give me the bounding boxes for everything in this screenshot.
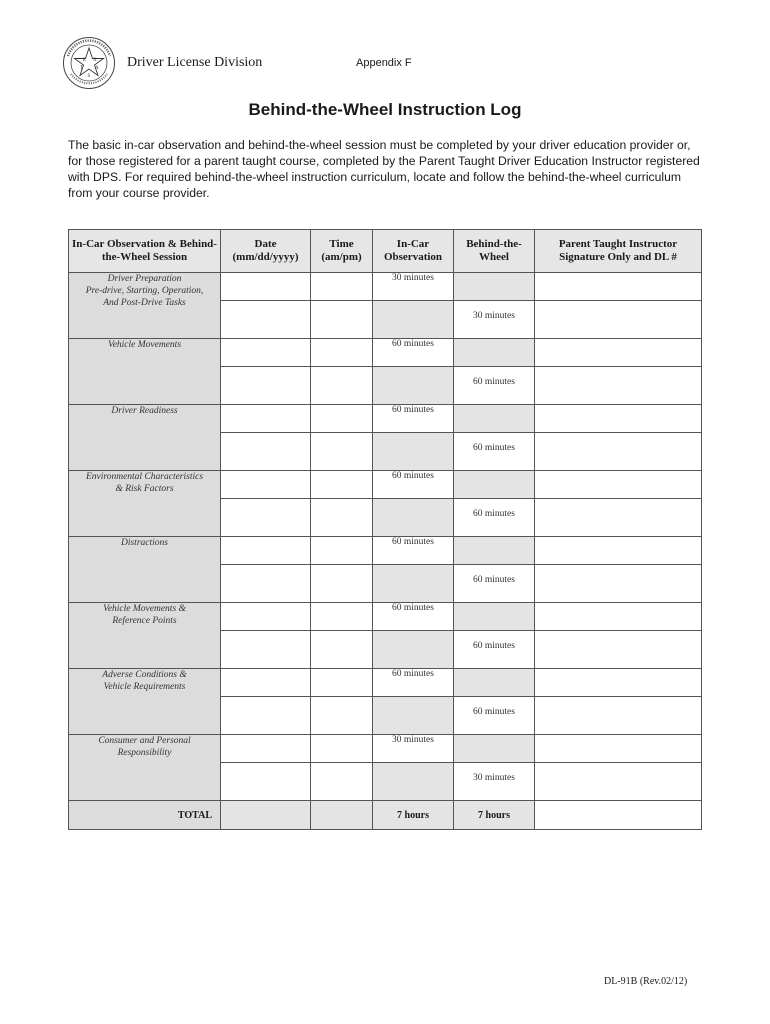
time-input-cell[interactable] <box>311 631 373 669</box>
session-name-line: And Post-Drive Tasks <box>103 298 186 308</box>
session-name <box>69 273 221 339</box>
behind-wheel-empty-cell <box>454 669 535 697</box>
session-name-line: Pre-drive, Starting, Operation, <box>85 286 204 296</box>
observation-empty-cell <box>373 631 454 669</box>
signature-input-cell[interactable] <box>535 631 702 669</box>
behind-wheel-duration <box>454 565 535 603</box>
time-input-cell[interactable] <box>311 735 373 763</box>
time-input-cell[interactable] <box>311 565 373 603</box>
behind-wheel-empty-cell <box>454 405 535 433</box>
date-input-cell[interactable] <box>221 631 311 669</box>
observation-duration <box>373 735 454 763</box>
observation-duration <box>373 273 454 301</box>
session-name-line: Distractions <box>121 538 168 548</box>
appendix-label: Appendix F <box>356 57 412 69</box>
total-observation <box>373 801 454 830</box>
time-input-cell[interactable] <box>311 405 373 433</box>
time-input-cell[interactable] <box>311 433 373 471</box>
total-behind-wheel <box>454 801 535 830</box>
date-input-cell[interactable] <box>221 697 311 735</box>
observation-duration <box>373 339 454 367</box>
form-number: DL-91B (Rev.02/12) <box>604 976 688 987</box>
signature-input-cell[interactable] <box>535 697 702 735</box>
total-date-cell <box>221 801 311 830</box>
behind-wheel-duration-text: 60 minutes <box>473 707 515 717</box>
header-time-text: Time (am/pm) <box>321 238 362 263</box>
observation-duration <box>373 537 454 565</box>
session-name-line: & Risk Factors <box>115 484 174 494</box>
observation-duration <box>373 603 454 631</box>
date-input-cell[interactable] <box>221 669 311 697</box>
session-name-line: Adverse Conditions & <box>102 670 187 680</box>
header-behind-wheel-text: Behind-the-Wheel <box>466 238 522 263</box>
svg-text:S: S <box>87 74 91 79</box>
signature-input-cell[interactable] <box>535 433 702 471</box>
date-input-cell[interactable] <box>221 735 311 763</box>
total-behind-wheel-text: 7 hours <box>478 809 510 821</box>
behind-wheel-duration-text: 30 minutes <box>473 311 515 321</box>
time-input-cell[interactable] <box>311 339 373 367</box>
observation-duration <box>373 669 454 697</box>
time-input-cell[interactable] <box>311 697 373 735</box>
table-row <box>69 273 702 301</box>
signature-input-cell[interactable] <box>535 565 702 603</box>
behind-wheel-duration <box>454 763 535 801</box>
behind-wheel-empty-cell <box>454 537 535 565</box>
observation-empty-cell <box>373 367 454 405</box>
table-row <box>69 603 702 631</box>
header-session <box>69 230 221 273</box>
time-input-cell[interactable] <box>311 367 373 405</box>
header-observation <box>373 230 454 273</box>
behind-wheel-empty-cell <box>454 735 535 763</box>
session-name-line: Reference Points <box>112 616 177 626</box>
instruction-log-table <box>68 229 702 830</box>
observation-empty-cell <box>373 301 454 339</box>
header-behind-wheel <box>454 230 535 273</box>
behind-wheel-duration-text: 60 minutes <box>473 443 515 453</box>
svg-text:X: X <box>93 58 97 63</box>
observation-duration-text: 60 minutes <box>392 603 434 613</box>
signature-input-cell[interactable] <box>535 763 702 801</box>
total-label-text: TOTAL <box>177 809 212 821</box>
division-name: Driver License Division <box>127 55 263 70</box>
total-time-cell <box>311 801 373 830</box>
session-name <box>69 339 221 405</box>
behind-wheel-duration-text: 60 minutes <box>473 641 515 651</box>
behind-wheel-empty-cell <box>454 471 535 499</box>
observation-empty-cell <box>373 565 454 603</box>
behind-wheel-empty-cell <box>454 339 535 367</box>
header-date-text: Date (mm/dd/yyyy) <box>232 238 299 263</box>
observation-empty-cell <box>373 499 454 537</box>
time-input-cell[interactable] <box>311 471 373 499</box>
svg-text:A: A <box>95 66 99 71</box>
observation-duration-text: 60 minutes <box>392 471 434 481</box>
signature-input-cell[interactable] <box>535 367 702 405</box>
page-title: Behind-the-Wheel Instruction Log <box>248 100 522 119</box>
total-label <box>69 801 221 830</box>
session-name <box>69 603 221 669</box>
header-session-text: In-Car Observation & Behind-the-Wheel Session <box>72 238 217 263</box>
behind-wheel-duration <box>454 433 535 471</box>
date-input-cell[interactable] <box>221 499 311 537</box>
session-name <box>69 405 221 471</box>
signature-input-cell[interactable] <box>535 301 702 339</box>
observation-duration-text: 30 minutes <box>392 273 434 283</box>
behind-wheel-duration <box>454 631 535 669</box>
signature-input-cell[interactable] <box>535 669 702 697</box>
date-input-cell[interactable] <box>221 763 311 801</box>
session-name-line: Responsibility <box>117 748 172 758</box>
observation-duration-text: 30 minutes <box>392 735 434 745</box>
time-input-cell[interactable] <box>311 537 373 565</box>
time-input-cell[interactable] <box>311 273 373 301</box>
texas-dps-seal-icon <box>62 36 116 90</box>
session-name <box>69 735 221 801</box>
behind-wheel-duration-text: 60 minutes <box>473 509 515 519</box>
table-header-row <box>69 230 702 273</box>
session-name-line: Environmental Characteristics <box>85 472 204 482</box>
observation-empty-cell <box>373 433 454 471</box>
observation-duration-text: 60 minutes <box>392 669 434 679</box>
date-input-cell[interactable] <box>221 405 311 433</box>
behind-wheel-duration-text: 30 minutes <box>473 773 515 783</box>
session-name-line: Consumer and Personal <box>98 736 191 746</box>
date-input-cell[interactable] <box>221 339 311 367</box>
behind-wheel-duration <box>454 499 535 537</box>
svg-text:E: E <box>83 58 87 63</box>
observation-empty-cell <box>373 697 454 735</box>
signature-input-cell[interactable] <box>535 273 702 301</box>
header-date <box>221 230 311 273</box>
observation-empty-cell <box>373 763 454 801</box>
behind-wheel-duration <box>454 301 535 339</box>
session-name <box>69 669 221 735</box>
behind-wheel-empty-cell <box>454 603 535 631</box>
table-row <box>69 735 702 763</box>
observation-duration-text: 60 minutes <box>392 405 434 415</box>
signature-input-cell[interactable] <box>535 339 702 367</box>
signature-input-cell[interactable] <box>535 471 702 499</box>
intro-paragraph: The basic in-car observation and behind-the-wheel session must be completed by your driver education provider or, for those registered for a parent taught course, completed by the Parent Taught Driver Education Instructor registered with DPS. For required behind-the-wheel instruction curriculum, locate and follow the behind-the-wheel curriculum from your course provider. <box>68 138 700 200</box>
header-signature-text: Parent Taught Instructor Signature Only and DL # <box>558 238 678 263</box>
time-input-cell[interactable] <box>311 499 373 537</box>
signature-input-cell[interactable] <box>535 603 702 631</box>
signature-input-cell[interactable] <box>535 537 702 565</box>
total-signature-cell <box>535 801 702 830</box>
behind-wheel-duration <box>454 367 535 405</box>
table-row <box>69 669 702 697</box>
table-row <box>69 471 702 499</box>
session-name-line: Driver Readiness <box>111 406 178 416</box>
observation-duration <box>373 405 454 433</box>
date-input-cell[interactable] <box>221 565 311 603</box>
date-input-cell[interactable] <box>221 433 311 471</box>
date-input-cell[interactable] <box>221 471 311 499</box>
session-name <box>69 471 221 537</box>
session-name-line: Driver Preparation <box>107 274 182 284</box>
date-input-cell[interactable] <box>221 301 311 339</box>
date-input-cell[interactable] <box>221 537 311 565</box>
date-input-cell[interactable] <box>221 367 311 405</box>
time-input-cell[interactable] <box>311 603 373 631</box>
time-input-cell[interactable] <box>311 301 373 339</box>
signature-input-cell[interactable] <box>535 499 702 537</box>
session-name-line: Vehicle Requirements <box>103 682 186 692</box>
signature-input-cell[interactable] <box>535 405 702 433</box>
time-input-cell[interactable] <box>311 763 373 801</box>
observation-duration <box>373 471 454 499</box>
header-signature <box>535 230 702 273</box>
time-input-cell[interactable] <box>311 669 373 697</box>
behind-wheel-duration-text: 60 minutes <box>473 575 515 585</box>
behind-wheel-empty-cell <box>454 273 535 301</box>
table-row <box>69 537 702 565</box>
date-input-cell[interactable] <box>221 603 311 631</box>
header-observation-text: In-Car Observation <box>383 238 443 263</box>
total-observation-text: 7 hours <box>397 809 429 821</box>
table-row <box>69 405 702 433</box>
table-row <box>69 339 702 367</box>
observation-duration-text: 60 minutes <box>392 537 434 547</box>
behind-wheel-duration <box>454 697 535 735</box>
signature-input-cell[interactable] <box>535 735 702 763</box>
behind-wheel-duration-text: 60 minutes <box>473 377 515 387</box>
svg-text:T: T <box>80 66 84 71</box>
session-name-line: Vehicle Movements & <box>103 604 186 614</box>
session-name-line: Vehicle Movements <box>107 340 182 350</box>
header-time <box>311 230 373 273</box>
session-name <box>69 537 221 603</box>
observation-duration-text: 60 minutes <box>392 339 434 349</box>
total-row <box>69 801 702 830</box>
date-input-cell[interactable] <box>221 273 311 301</box>
